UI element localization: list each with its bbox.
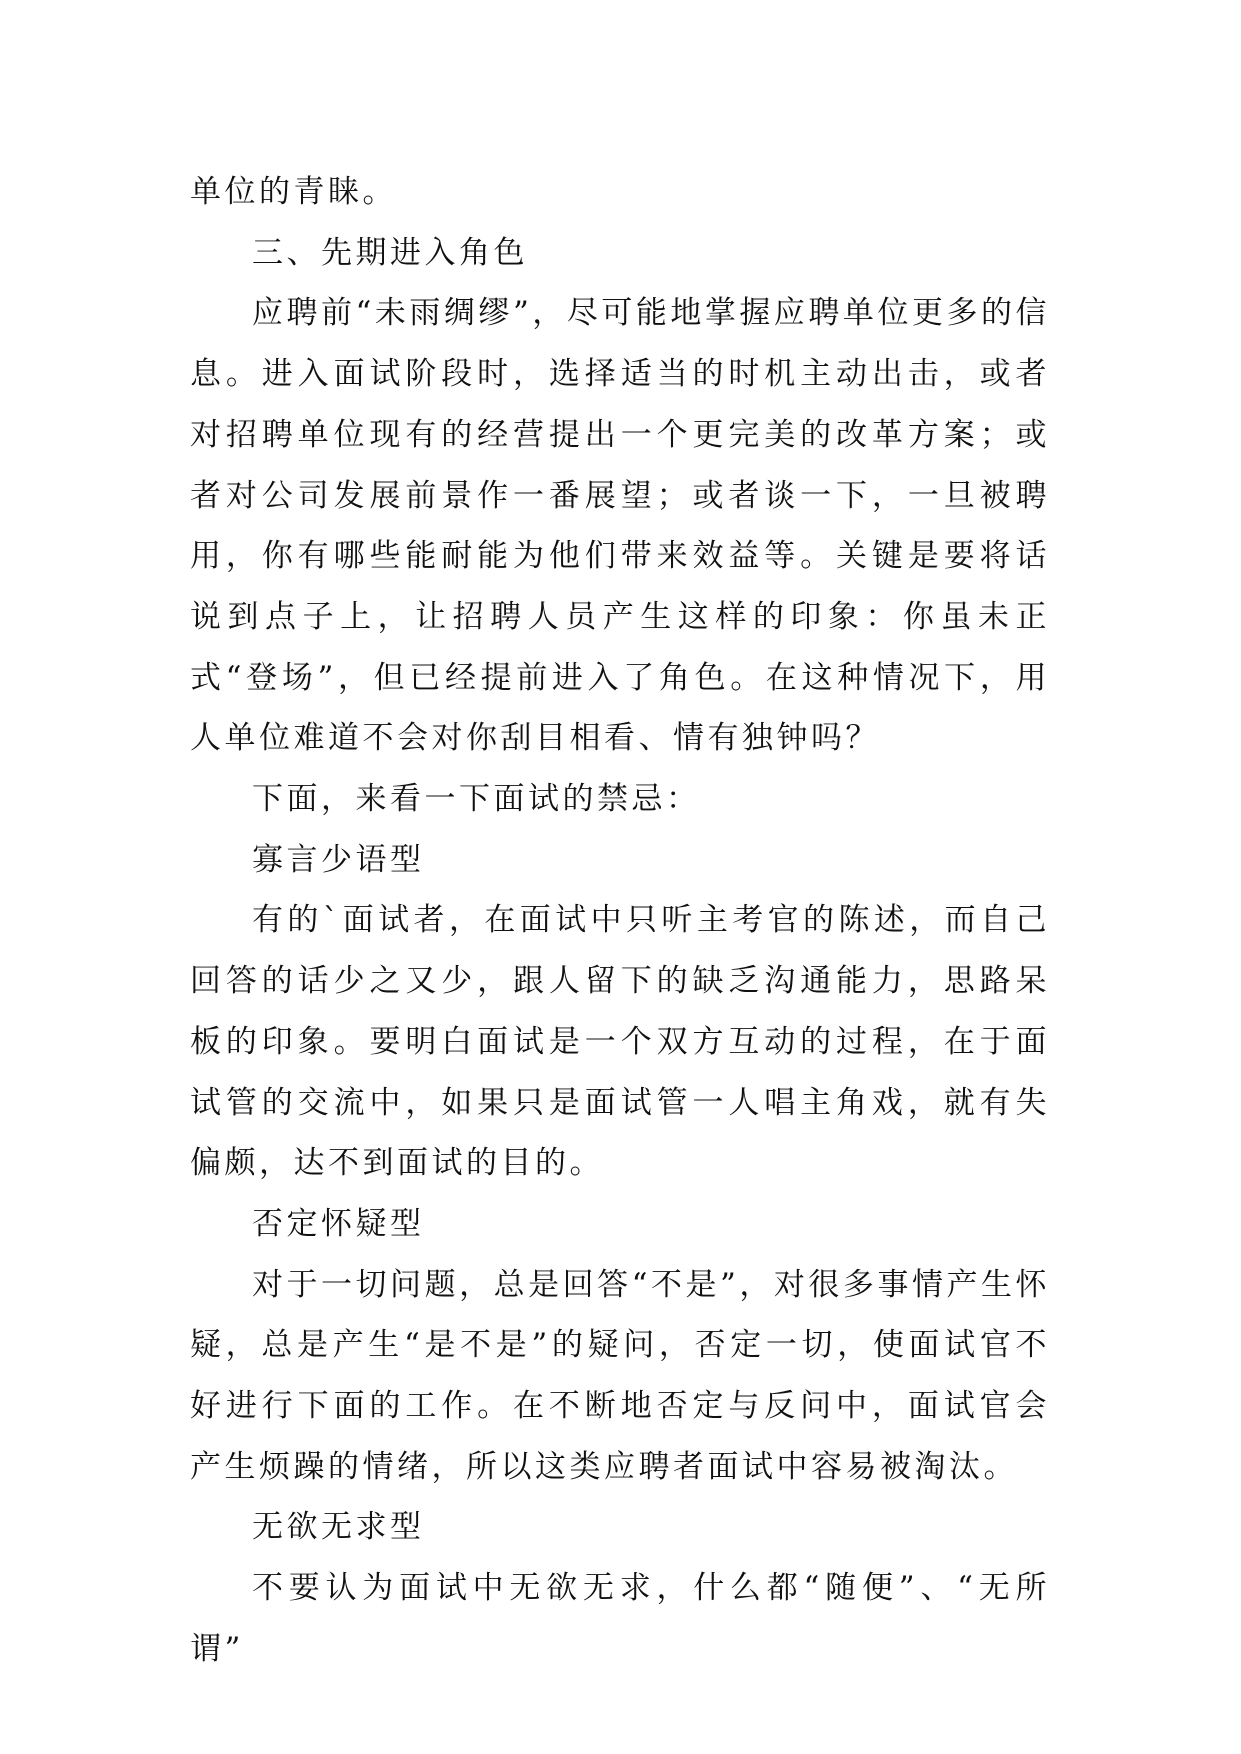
section-heading: 三、先期进入角色 — [252, 234, 528, 271]
document-body — [190, 162, 1050, 1680]
paragraph: 应聘前“未雨绸缪”，尽可能地掌握应聘单位更多的信息。进入面试阶段时，选择适当的时机主动出击，或者对招聘单位现有的经营提出一个更完美的改革方案；或者对公司发展前景作一番展望；或者谈一下，一旦被聘用，你有哪些能耐能为他们带来效益等。关键是要将话说到点子上，让招聘人员产生这样的印象：你虽未正式“登场”，但已经提前进入了角色。在这种情况下，用人单位难道不会对你刮目相看、情有独钟吗？ — [190, 295, 1050, 757]
subheading: 否定怀疑型 — [252, 1205, 425, 1242]
paragraph: 对于一切问题，总是回答“不是”，对很多事情产生怀疑，总是产生“是不是”的疑问，否定一切，使面试官不好进行下面的工作。在不断地否定与反问中，面试官会产生烦躁的情绪，所以这类应聘者面试中容易被淘汰。 — [190, 1266, 1050, 1485]
subheading: 无欲无求型 — [252, 1509, 425, 1546]
paragraph: 下面，来看一下面试的禁忌： — [252, 781, 701, 818]
paragraph: 有的`面试者，在面试中只听主考官的陈述，而自己回答的话少之又少，跟人留下的缺乏沟通能力，思路呆板的印象。要明白面试是一个双方互动的过程，在于面试管的交流中，如果只是面试管一人唱主角戏，就有失偏颇，达不到面试的目的。 — [190, 902, 1050, 1182]
paragraph: 单位的青睐。 — [190, 174, 397, 210]
paragraph: 不要认为面试中无欲无求，什么都“随便”、“无所谓” — [190, 1570, 1050, 1667]
subheading: 寡言少语型 — [252, 841, 425, 878]
